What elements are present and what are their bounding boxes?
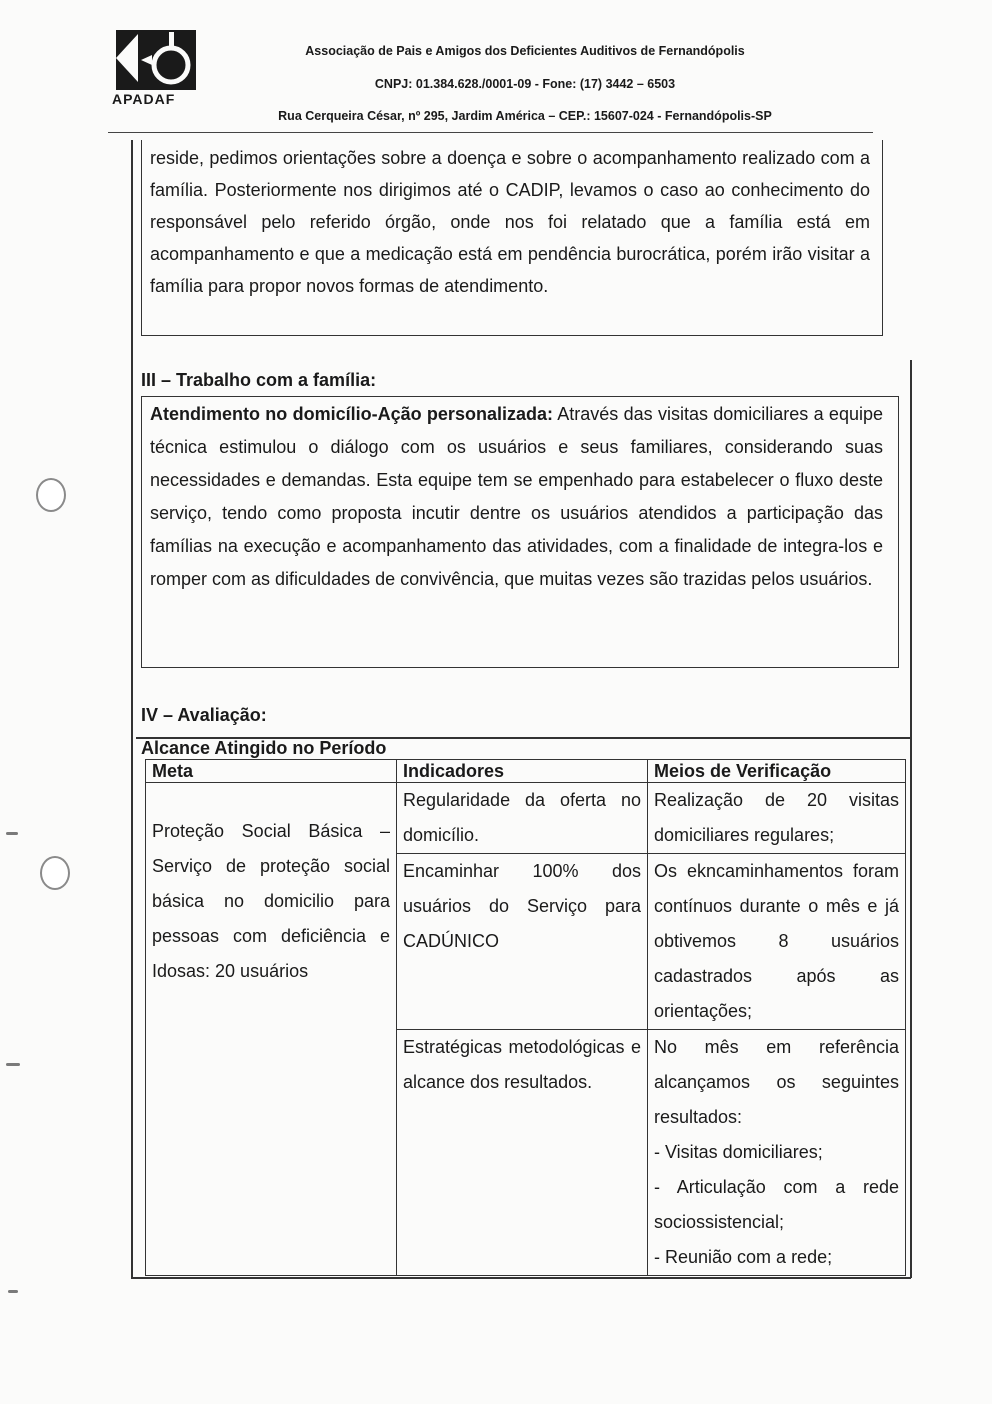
scan-speck — [6, 832, 18, 835]
scan-speck — [6, 1063, 20, 1066]
scan-speck — [8, 1290, 18, 1293]
section-evaluation-title: IV – Avaliação: — [141, 705, 267, 725]
meio-item: - Visitas domiciliares; — [654, 1142, 823, 1162]
header-divider — [108, 132, 873, 133]
family-work-body: Através das visitas domiciliares a equipe técnica estimulou o diálogo com os usuários e seus familiares, considerando suas necessidades e demandas. Esta equipe tem se empenhado para estabelecer o fluxo deste serviço, tendo como proposta incutir dentre os usuários atendidos a participação das famílias na execução e acompanhamento das atividades, com a finalidade de integra-los e romper com as dificuldades de convivência, que muitas vezes são trazidas pelos usuários. — [150, 404, 883, 589]
header-meios: Meios de Verificação — [648, 760, 906, 783]
punch-hole-top — [36, 478, 66, 512]
meio-cell: Realização de 20 visitas domiciliares regulares; — [648, 783, 906, 854]
meio-item: - Articulação com a rede sociossistencial; — [654, 1177, 899, 1232]
frame-left — [131, 140, 133, 1278]
family-work-text — [150, 398, 883, 596]
meta-text: Proteção Social Básica – Serviço de proteção social básica no domicilio para pessoas com deficiência e Idosas: 20 usuários — [152, 821, 390, 981]
header-meta: Meta — [146, 760, 397, 783]
table-caption: Alcance Atingido no Período — [141, 738, 387, 758]
meio-cell — [648, 1030, 906, 1276]
cnpj-phone: CNPJ: 01.384.628./0001-09 - Fone: (17) 3442 – 6503 — [374, 77, 676, 91]
frame-bottom — [131, 1277, 911, 1279]
punch-hole-bottom — [40, 856, 70, 890]
continuation-text: reside, pedimos orientações sobre a doença e sobre o acompanhamento realizado com a família. Posteriormente nos dirigimos até o CADIP, levamos o caso ao conhecimento do responsável pelo referido órgão, onde nos foi relatado que a família está em acompanhamento e que a medicação está em pendência burocrática, porém irão visitar a família para propor novos formas de atendimento. — [150, 148, 870, 296]
org-address: Rua Cerqueira César, nº 295, Jardim América – CEP.: 15607-024 - Fernandópolis-SP — [278, 109, 772, 123]
indicador-cell: Encaminhar 100% dos usuários do Serviço para CADÚNICO — [397, 854, 648, 1030]
meio-item: - Reunião com a rede; — [654, 1247, 833, 1267]
logo-text: APADAF — [112, 91, 176, 107]
org-name: Associação de Pais e Amigos dos Deficientes Auditivos de Fernandópolis — [305, 44, 745, 58]
table-header-row — [146, 760, 906, 783]
table-row — [146, 783, 906, 854]
indicador-cell: Estratégicas metodológicas e alcance dos resultados. — [397, 1030, 648, 1276]
indicador-cell: Regularidade da oferta no domicílio. — [397, 783, 648, 854]
meta-cell — [146, 783, 397, 1276]
meio-intro: No mês em referência alcançamos os seguintes resultados: — [654, 1037, 899, 1127]
family-work-lead: Atendimento no domicílio-Ação personalizada: — [150, 404, 553, 424]
header-indicadores: Indicadores — [397, 760, 648, 783]
evaluation-table — [145, 759, 906, 1276]
section-family-work-title: III – Trabalho com a família: — [141, 370, 377, 390]
meio-cell: Os ekncaminhamentos foram contínuos durante o mês e já obtivemos 8 usuários cadastrados após as orientações; — [648, 854, 906, 1030]
frame-right — [910, 360, 912, 1278]
